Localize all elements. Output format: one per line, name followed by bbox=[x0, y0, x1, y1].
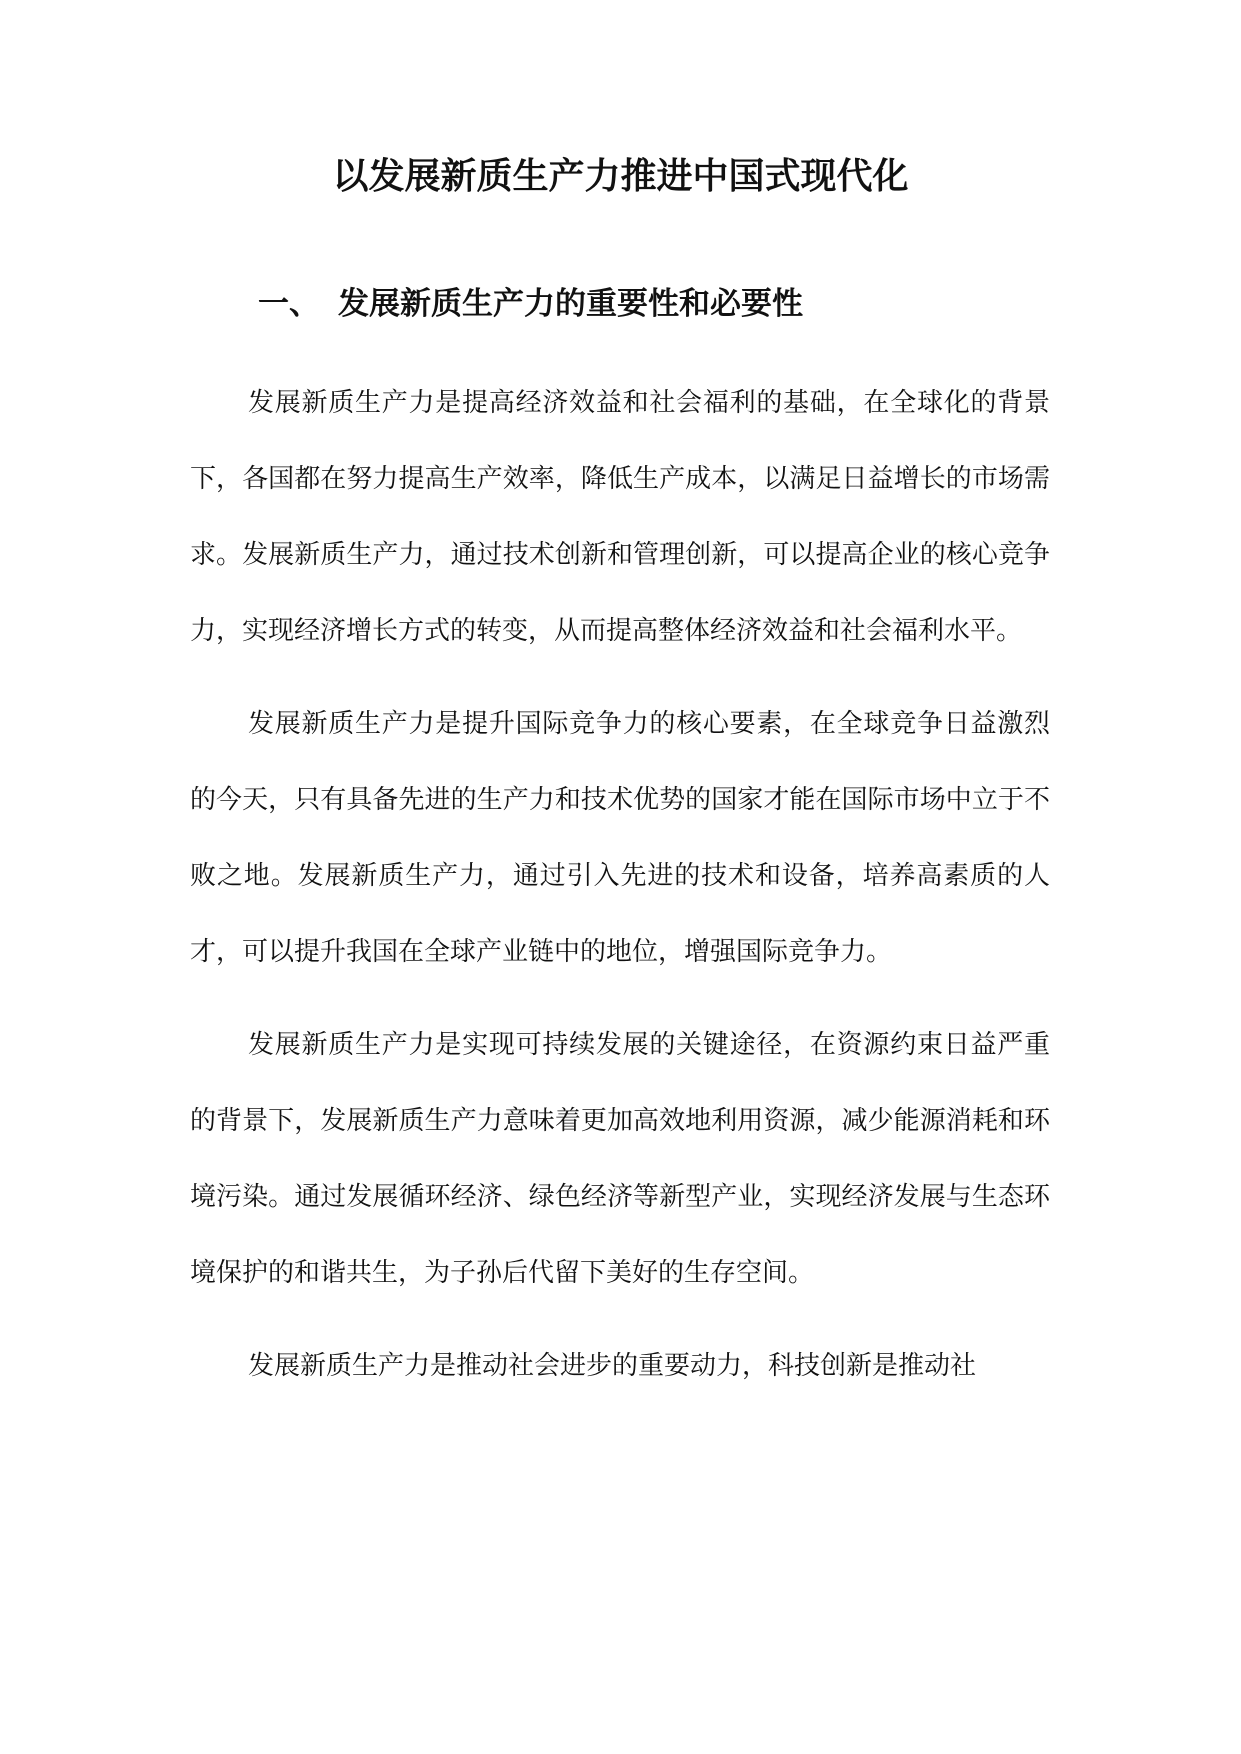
paragraph-3: 发展新质生产力是实现可持续发展的关键途径，在资源约束日益严重的背景下，发展新质生产力意味着更加高效地利用资源，减少能源消耗和环境污染。通过发展循环经济、绿色经济等新型产业，实现经济发展与生态环境保护的和谐共生，为子孙后代留下美好的生存空间。 bbox=[190, 1030, 1050, 1288]
paragraph-4: 发展新质生产力是推动社会进步的重要动力，科技创新是推动社 bbox=[248, 1351, 977, 1381]
section-number: 一、 bbox=[258, 286, 320, 322]
paragraph-1: 发展新质生产力是提高经济效益和社会福利的基础，在全球化的背景下，各国都在努力提高生产效率，降低生产成本，以满足日益增长的市场需求。发展新质生产力，通过技术创新和管理创新，可以提高企业的核心竞争力，实现经济增长方式的转变，从而提高整体经济效益和社会福利水平。 bbox=[190, 388, 1050, 646]
section-heading bbox=[258, 282, 803, 326]
document-title: 以发展新质生产力推进中国式现代化 bbox=[332, 156, 909, 197]
paragraph-2: 发展新质生产力是提升国际竞争力的核心要素，在全球竞争日益激烈的今天，只有具备先进的生产力和技术优势的国家才能在国际市场中立于不败之地。发展新质生产力，通过引入先进的技术和设备，培养高素质的人才，可以提升我国在全球产业链中的地位，增强国际竞争力。 bbox=[190, 709, 1050, 967]
document-body bbox=[190, 365, 1050, 1421]
section-heading-text: 发展新质生产力的重要性和必要性 bbox=[338, 286, 803, 322]
